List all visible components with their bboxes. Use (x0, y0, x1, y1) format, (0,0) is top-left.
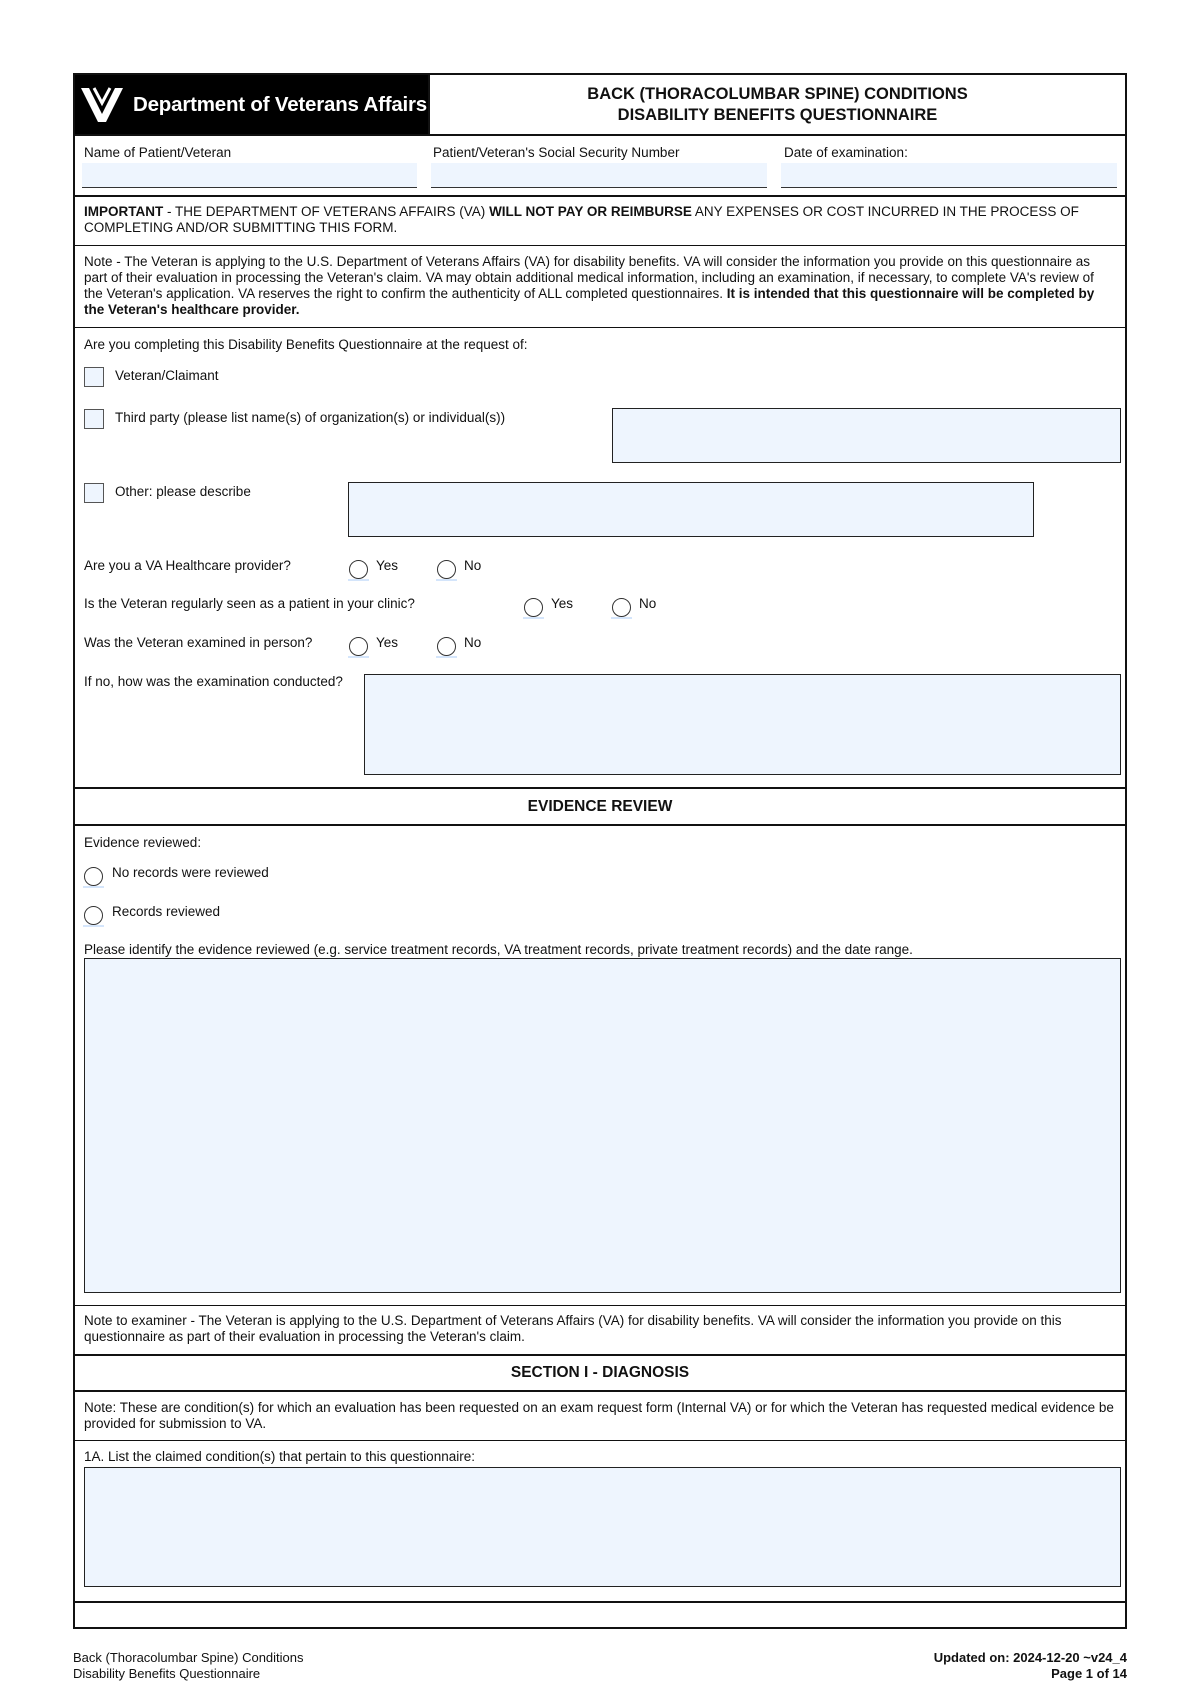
important-text-2: ANY EXPENSES OR COST INCURRED IN THE PROCESS OF COMPLETING AND/OR SUBMITTING THIS FORM. (84, 204, 1079, 235)
other-checkbox[interactable] (84, 483, 104, 503)
in-person-no-radio[interactable] (437, 637, 456, 656)
third-party-field[interactable] (612, 408, 1121, 463)
request-question: Are you completing this Disability Benefits Questionnaire at the request of: (84, 337, 528, 352)
exam-method-field[interactable] (364, 674, 1121, 775)
important-emphasis: WILL NOT PAY OR REIMBURSE (489, 204, 692, 219)
regular-patient-no-label: No (639, 596, 657, 611)
va-provider-question: Are you a VA Healthcare provider? (84, 558, 291, 573)
other-label: Other: please describe (115, 484, 251, 499)
footer-form-name (73, 1650, 304, 1682)
ssn-label: Patient/Veteran's Social Security Number (433, 145, 680, 160)
divider (75, 824, 1125, 826)
records-reviewed-label: Records reviewed (112, 904, 221, 919)
footer-line-1: Back (Thoracolumbar Spine) Conditions (73, 1650, 304, 1665)
diagnosis-note: Note: These are condition(s) for which an evaluation has been requested on an exam request form (Internal VA) or for which the Veteran has requested medical evidence be provided for submission to VA. (84, 1400, 1114, 1431)
title-line-1: BACK (THORACOLUMBAR SPINE) CONDITIONS (587, 84, 968, 103)
claimed-conditions-field[interactable] (84, 1467, 1121, 1587)
examiner-note: Note to examiner - The Veteran is applying to the U.S. Department of Veterans Affairs (VA) for disability benefits. VA will consider the information you provide on this questionnaire as part of their evaluation in processing the Veteran's claim. (84, 1313, 1062, 1344)
divider (75, 1305, 1125, 1306)
evidence-reviewed-label: Evidence reviewed: (84, 835, 202, 850)
in-person-yes-label: Yes (376, 635, 399, 650)
important-lead: IMPORTANT (84, 204, 164, 219)
patient-name-field[interactable] (82, 163, 417, 188)
note-emphasis: It is intended that this questionnaire will be completed by the Veteran's healthcare provider. (84, 286, 1095, 317)
form-header (75, 75, 1125, 136)
ssn-field[interactable] (431, 163, 767, 188)
claimed-conditions-label: 1A. List the claimed condition(s) that pertain to this questionnaire: (84, 1449, 475, 1464)
title-line-2: DISABILITY BENEFITS QUESTIONNAIRE (617, 105, 938, 124)
va-logo (75, 75, 428, 134)
va-provider-no-radio[interactable] (437, 560, 456, 579)
third-party-checkbox[interactable] (84, 409, 104, 429)
in-person-yes-radio[interactable] (349, 637, 368, 656)
note-text: Note - The Veteran is applying to the U.S. Department of Veterans Affairs (VA) for disability benefits. VA will consider the information you provide on this questionnaire as part of their evaluation in processing the Veteran's claim. VA may obtain additional medical information, including an examination, if necessary, to complete VA's review of the Veteran's application. VA reserves the right to confirm the authenticity of ALL completed questionnaires. (84, 254, 1094, 301)
veteran-claimant-label: Veteran/Claimant (115, 368, 219, 383)
diagnosis-heading: SECTION I - DIAGNOSIS (510, 1364, 690, 1381)
important-notice (84, 204, 1114, 236)
footer-line-2: Disability Benefits Questionnaire (73, 1666, 261, 1681)
va-provider-no-label: No (464, 558, 482, 573)
important-text-1: - THE DEPARTMENT OF VETERANS AFFAIRS (VA) (163, 204, 490, 219)
form-title (428, 75, 1125, 134)
divider (75, 327, 1125, 328)
regular-patient-yes-radio[interactable] (524, 598, 543, 617)
third-party-label: Third party (please list name(s) of organization(s) or individual(s)) (115, 410, 506, 425)
va-provider-yes-radio[interactable] (349, 560, 368, 579)
in-person-no-label: No (464, 635, 482, 650)
exam-method-question: If no, how was the examination conducted? (84, 674, 343, 689)
regular-patient-yes-label: Yes (551, 596, 574, 611)
exam-date-label: Date of examination: (784, 145, 908, 160)
va-provider-yes-label: Yes (376, 558, 399, 573)
logo-text: Department of Veterans Affairs (133, 92, 427, 116)
divider (75, 787, 1125, 789)
exam-date-field[interactable] (781, 163, 1117, 188)
divider (75, 1354, 1125, 1356)
regular-patient-question: Is the Veteran regularly seen as a patient in your clinic? (84, 596, 415, 611)
evidence-review-heading: EVIDENCE REVIEW (527, 798, 673, 815)
divider (75, 1440, 1125, 1441)
no-records-radio[interactable] (84, 867, 103, 886)
veteran-claimant-checkbox[interactable] (84, 367, 104, 387)
records-reviewed-radio[interactable] (84, 906, 103, 925)
footer-meta (934, 1650, 1127, 1682)
other-description-field[interactable] (348, 482, 1034, 537)
divider (75, 1390, 1125, 1392)
identify-evidence-label: Please identify the evidence reviewed (e.g. service treatment records, VA treatment records, private treatment records) and the date range. (84, 942, 913, 957)
divider (75, 195, 1125, 197)
divider (75, 1601, 1125, 1603)
regular-patient-no-radio[interactable] (612, 598, 631, 617)
in-person-question: Was the Veteran examined in person? (84, 635, 313, 650)
va-seal-icon (79, 84, 125, 126)
footer-page-number: Page 1 of 14 (1051, 1666, 1127, 1681)
patient-name-label: Name of Patient/Veteran (84, 145, 232, 160)
questionnaire-form (73, 73, 1127, 1629)
footer-updated: Updated on: 2024-12-20 ~v24_4 (933, 1650, 1127, 1665)
evidence-details-field[interactable] (84, 958, 1121, 1293)
no-records-label: No records were reviewed (112, 865, 269, 880)
veteran-note (84, 254, 1114, 318)
divider (75, 245, 1125, 246)
